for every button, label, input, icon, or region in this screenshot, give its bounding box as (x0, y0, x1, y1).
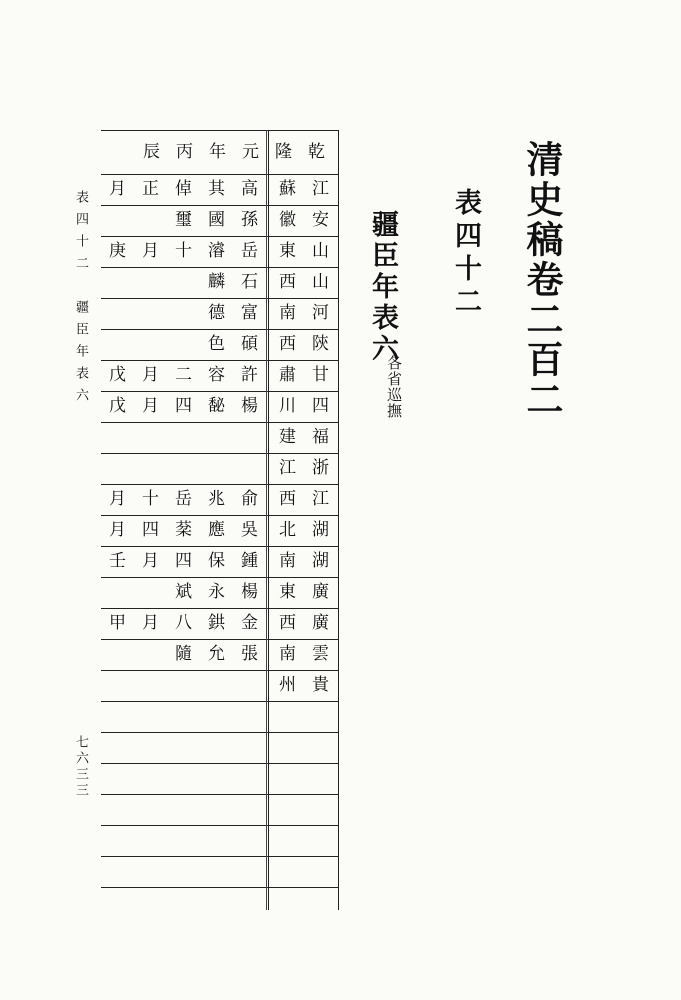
official-char: 兆 (208, 489, 225, 509)
margin-table-label: 表四十二 疆臣年表六 (73, 190, 88, 410)
year-header-char: 辰 (143, 142, 160, 162)
table-rule (101, 887, 338, 888)
province-char: 東 (279, 582, 296, 602)
province-char: 陝 (312, 334, 329, 354)
official-char: 保 (208, 551, 225, 571)
province-char: 廣 (312, 582, 329, 602)
table-column-rule (266, 130, 267, 910)
province-char: 西 (279, 334, 296, 354)
note-char: 庚 (109, 241, 126, 261)
official-char: 其 (208, 179, 225, 199)
note-char: 八 (175, 613, 192, 633)
note-char: 戊 (109, 365, 126, 385)
province-char: 蘇 (279, 179, 296, 199)
table-rule (101, 701, 338, 702)
table-column-rule (338, 130, 339, 910)
province-char: 南 (279, 551, 296, 571)
table-rule (101, 825, 338, 826)
province-char: 南 (279, 303, 296, 323)
year-header-char: 元 (242, 142, 259, 162)
year-header-char: 隆 (275, 142, 292, 162)
province-char: 山 (312, 272, 329, 292)
official-char: 俞 (241, 489, 258, 509)
note-char: 正 (142, 179, 159, 199)
official-char: 倬 (175, 179, 192, 199)
province-char: 江 (279, 458, 296, 478)
note-char: 月 (142, 365, 159, 385)
note-char: 戊 (109, 396, 126, 416)
province-char: 河 (312, 303, 329, 323)
official-char: 高 (241, 179, 258, 199)
official-char: 永 (208, 582, 225, 602)
province-char: 建 (279, 427, 296, 447)
official-char: 鍾 (241, 551, 258, 571)
province-char: 雲 (312, 644, 329, 664)
province-char: 湖 (312, 520, 329, 540)
province-char: 西 (279, 272, 296, 292)
official-char: 孫 (241, 210, 258, 230)
official-char: 麟 (208, 272, 225, 292)
province-char: 湖 (312, 551, 329, 571)
official-char: 馝 (208, 396, 225, 416)
official-char: 富 (241, 303, 258, 323)
official-char: 棻 (175, 520, 192, 540)
official-char: 應 (208, 520, 225, 540)
province-char: 江 (312, 489, 329, 509)
table-column-rule (268, 130, 269, 910)
note-char: 壬 (109, 551, 126, 571)
province-char: 西 (279, 613, 296, 633)
note-char: 月 (142, 241, 159, 261)
official-char: 岳 (241, 241, 258, 261)
year-header-char: 乾 (308, 142, 325, 162)
note-char: 甲 (109, 613, 126, 633)
table-rule (101, 130, 338, 131)
table-name: 疆臣年表六 (367, 210, 398, 365)
province-char: 東 (279, 241, 296, 261)
official-char: 岳 (175, 489, 192, 509)
province-char: 川 (279, 396, 296, 416)
province-char: 福 (312, 427, 329, 447)
year-header-char: 丙 (176, 142, 193, 162)
province-char: 四 (312, 396, 329, 416)
official-char: 允 (208, 644, 225, 664)
official-char: 石 (241, 272, 258, 292)
note-char: 月 (142, 396, 159, 416)
province-char: 山 (312, 241, 329, 261)
province-char: 甘 (312, 365, 329, 385)
province-char: 安 (312, 210, 329, 230)
province-char: 貴 (312, 675, 329, 695)
table-rule (101, 856, 338, 857)
note-char: 月 (109, 179, 126, 199)
note-char: 月 (142, 613, 159, 633)
table-rule (101, 732, 338, 733)
province-char: 徽 (279, 210, 296, 230)
province-char: 南 (279, 644, 296, 664)
province-char: 浙 (312, 458, 329, 478)
note-char: 四 (142, 520, 159, 540)
table-subtitle: 各省巡撫 (385, 355, 403, 419)
official-char: 鉷 (208, 613, 225, 633)
official-char: 張 (241, 644, 258, 664)
official-char: 金 (241, 613, 258, 633)
note-char: 四 (175, 396, 192, 416)
official-char: 色 (208, 334, 225, 354)
official-char: 德 (208, 303, 225, 323)
official-char: 容 (208, 365, 225, 385)
official-char: 楊 (241, 582, 258, 602)
official-char: 濬 (208, 241, 225, 261)
official-char: 斌 (175, 582, 192, 602)
official-table (101, 130, 338, 910)
table-number: 表四十二 (450, 188, 481, 320)
note-char: 月 (109, 520, 126, 540)
note-char: 四 (175, 551, 192, 571)
official-char: 隨 (175, 644, 192, 664)
province-char: 州 (279, 675, 296, 695)
table-rule (101, 794, 338, 795)
official-char: 璽 (175, 210, 192, 230)
official-char: 吳 (241, 520, 258, 540)
province-char: 廣 (312, 613, 329, 633)
year-header-char: 年 (209, 142, 226, 162)
note-char: 月 (142, 551, 159, 571)
official-char: 楊 (241, 396, 258, 416)
province-char: 江 (312, 179, 329, 199)
official-char: 國 (208, 210, 225, 230)
table-rule (101, 763, 338, 764)
note-char: 月 (109, 489, 126, 509)
official-char: 許 (241, 365, 258, 385)
province-char: 肅 (279, 365, 296, 385)
official-char: 碩 (241, 334, 258, 354)
note-char: 十 (142, 489, 159, 509)
province-char: 北 (279, 520, 296, 540)
note-char: 二 (175, 365, 192, 385)
page-number: 七六三三 (73, 735, 88, 799)
note-char: 十 (175, 241, 192, 261)
book-title: 清史稿卷二百二 (520, 140, 564, 420)
province-char: 西 (279, 489, 296, 509)
